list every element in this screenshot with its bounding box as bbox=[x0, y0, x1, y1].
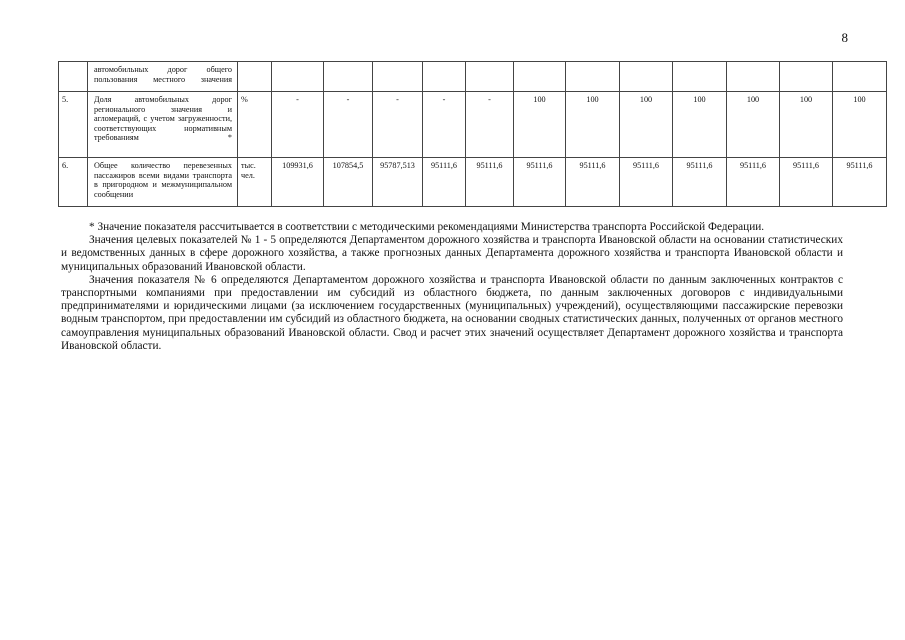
value-cell: 100 bbox=[566, 92, 620, 158]
value-cell: 95787,513 bbox=[373, 158, 423, 207]
value-cell bbox=[272, 62, 324, 92]
value-cell: 100 bbox=[780, 92, 833, 158]
row-number bbox=[59, 62, 88, 92]
value-cell: 100 bbox=[673, 92, 727, 158]
value-cell bbox=[566, 62, 620, 92]
value-cell bbox=[514, 62, 566, 92]
table-body bbox=[59, 62, 887, 207]
value-cell: 95111,6 bbox=[514, 158, 566, 207]
value-cell: 95111,6 bbox=[566, 158, 620, 207]
value-cell bbox=[423, 62, 466, 92]
notes-section bbox=[61, 221, 843, 353]
value-cell: 95111,6 bbox=[466, 158, 514, 207]
value-cell: 100 bbox=[833, 92, 887, 158]
indicator-name: Общее количество перевезенных пассажиров всеми видами транспорта в пригородном и межмуниципальном сообщении bbox=[88, 158, 238, 207]
indicator-name: автомобильных дорог общего пользования местного значения bbox=[88, 62, 238, 92]
value-cell: - bbox=[272, 92, 324, 158]
page-number: 8 bbox=[841, 30, 848, 45]
unit-cell: % bbox=[238, 92, 272, 158]
value-cell: - bbox=[373, 92, 423, 158]
value-cell: 95111,6 bbox=[833, 158, 887, 207]
note-indicator-6: Значения показателя № 6 определяются Департаментом дорожного хозяйства и транспорта Ивановской области по данным заключенных контрактов с транспортными компаниями при предоставлении им субсидий из областного бюджета, по данным заключенных договоров с индивидуальными предпринимателями и юридическими лицами (за исключением государственных (муниципальных) учреждений), осуществляющими пассажирские перевозки водным транспортом, при предоставлении им субсидий из областного бюджета, на основании сводных статистических данных, полученных от органов местного самоуправления муниципальных образований Ивановской области. Свод и расчет этих значений осуществляет Департамент дорожного хозяйства и транспорта Ивановской области. bbox=[61, 273, 843, 352]
value-cell bbox=[373, 62, 423, 92]
value-cell: 95111,6 bbox=[673, 158, 727, 207]
value-cell: 95111,6 bbox=[780, 158, 833, 207]
value-cell bbox=[780, 62, 833, 92]
value-cell: 95111,6 bbox=[620, 158, 673, 207]
value-cell: - bbox=[466, 92, 514, 158]
table-row-continued bbox=[59, 62, 887, 92]
value-cell bbox=[727, 62, 780, 92]
value-cell: - bbox=[324, 92, 373, 158]
table-row-indicator-5 bbox=[59, 92, 887, 158]
row-number: 6. bbox=[59, 158, 88, 207]
value-cell bbox=[833, 62, 887, 92]
note-indicators-1-5: Значения целевых показателей № 1 - 5 определяются Департаментом дорожного хозяйства и транспорта Ивановской области на основании статистических и ведомственных данных в сфере дорожного хозяйства, а также прогнозных данных Департамента дорожного хозяйства и транспорта Ивановской области и муниципальных образований Ивановской области. bbox=[61, 234, 843, 273]
value-cell: 100 bbox=[620, 92, 673, 158]
value-cell: 95111,6 bbox=[727, 158, 780, 207]
value-cell bbox=[466, 62, 514, 92]
indicator-name: Доля автомобильных дорог регионального значения и агломераций, с учетом загруженности, соответствующих нормативным требованиям * bbox=[88, 92, 238, 158]
value-cell bbox=[620, 62, 673, 92]
value-cell: 107854,5 bbox=[324, 158, 373, 207]
indicators-table bbox=[58, 61, 887, 207]
footnote-methodology: * Значение показателя рассчитывается в соответствии с методическими рекомендациями Министерства транспорта Российской Федерации. bbox=[89, 221, 765, 233]
value-cell: - bbox=[423, 92, 466, 158]
row-number: 5. bbox=[59, 92, 88, 158]
unit-cell bbox=[238, 62, 272, 92]
table-row-indicator-6 bbox=[59, 158, 887, 207]
value-cell: 95111,6 bbox=[423, 158, 466, 207]
unit-cell: тыс. чел. bbox=[238, 158, 272, 207]
value-cell: 100 bbox=[727, 92, 780, 158]
value-cell bbox=[324, 62, 373, 92]
value-cell: 109931,6 bbox=[272, 158, 324, 207]
value-cell: 100 bbox=[514, 92, 566, 158]
value-cell bbox=[673, 62, 727, 92]
